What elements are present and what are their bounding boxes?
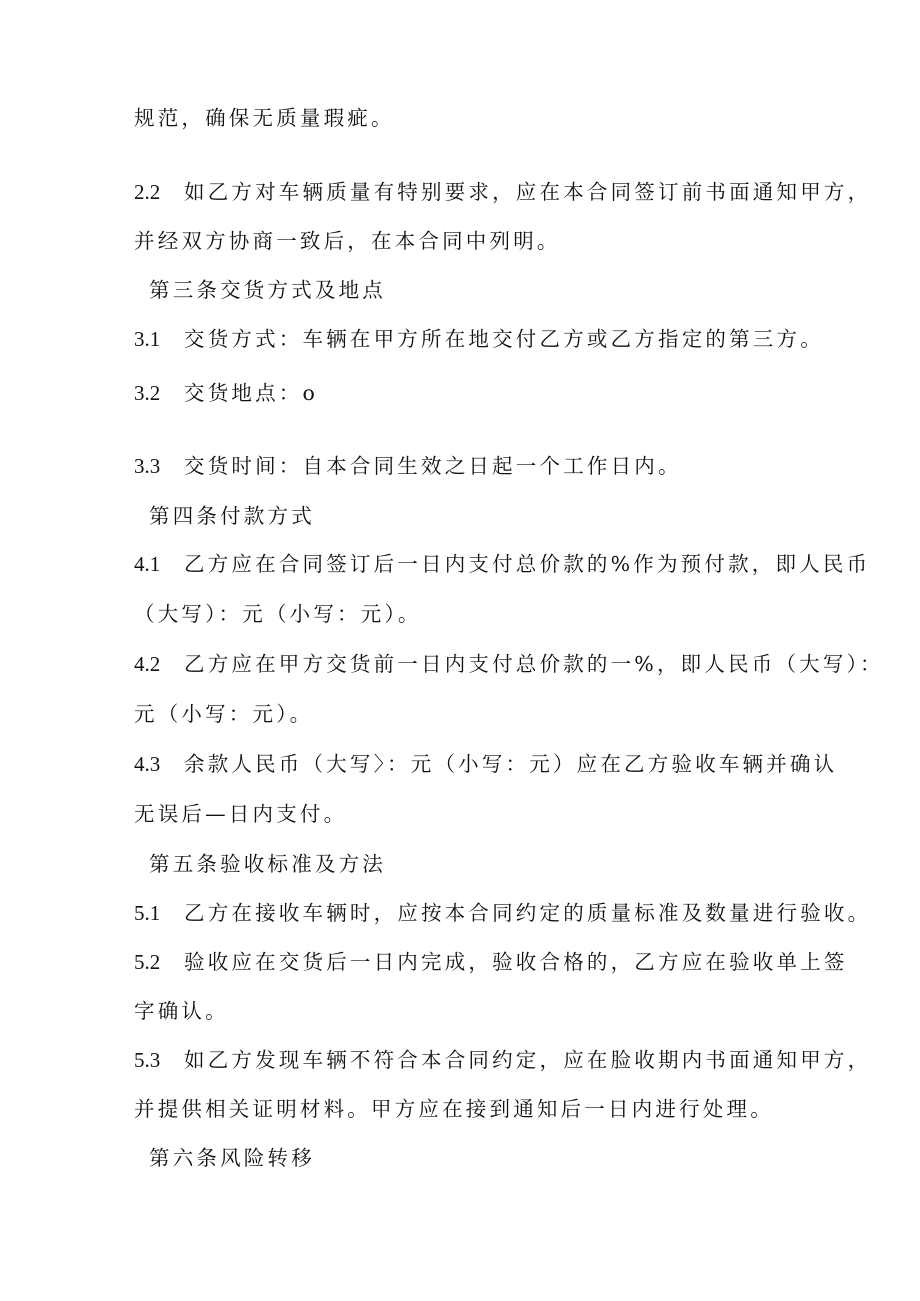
clause-number: 2.2 bbox=[134, 180, 161, 204]
clause-3-2: 3.2 交货地点：o bbox=[134, 381, 319, 405]
section-heading-5: 第五条验收标准及方法 bbox=[149, 852, 386, 876]
clause-4-3: 4.3 余款人民币（大写〉：元（小写：元）应在乙方验收车辆并确认 bbox=[134, 752, 838, 776]
clause-number: 3.1 bbox=[134, 327, 161, 351]
clause-number: 5.1 bbox=[134, 901, 161, 925]
paragraph-line: 规范，确保无质量瑕疵。 bbox=[134, 106, 395, 130]
clause-number: 4.1 bbox=[134, 552, 161, 576]
paragraph-line: 并提供相关证明材料。甲方应在接到通知后一日内进行处理。 bbox=[134, 1097, 774, 1121]
clause-3-1: 3.1 交货方式：车辆在甲方所在地交付乙方或乙方指定的第三方。 bbox=[134, 327, 824, 351]
section-heading-3: 第三条交货方式及地点 bbox=[149, 278, 386, 302]
clause-5-1: 5.1 乙方在接收车辆时，应按本合同约定的质量标准及数量进行验收。 bbox=[134, 901, 872, 925]
clause-number: 5.2 bbox=[134, 950, 161, 974]
clause-number: 5.3 bbox=[134, 1048, 161, 1072]
paragraph-line: 字确认。 bbox=[134, 999, 229, 1023]
paragraph-line: 无误后—日内支付。 bbox=[134, 802, 348, 826]
section-heading-6: 第六条风险转移 bbox=[149, 1146, 315, 1170]
clause-4-1: 4.1 乙方应在合同签订后一日内支付总价款的%作为预付款，即人民币 bbox=[134, 552, 871, 576]
clause-5-3: 5.3 如乙方发现车辆不符合本合同约定，应在脸收期内书面通知甲方， bbox=[134, 1048, 872, 1072]
clause-2-2: 2.2 如乙方对车辆质量有特别要求，应在本合同签订前书面通知甲方， bbox=[134, 180, 872, 204]
paragraph-line: （大写）：元（小写：元）。 bbox=[134, 602, 422, 626]
clause-number: 3.2 bbox=[134, 381, 161, 405]
section-heading-4: 第四条付款方式 bbox=[149, 504, 315, 528]
paragraph-line: 元（小写：元）。 bbox=[134, 702, 314, 726]
clause-number: 4.2 bbox=[134, 652, 161, 676]
clause-3-3: 3.3 交货时间：自本合同生效之日起一个工作日内。 bbox=[134, 454, 682, 478]
clause-4-2: 4.2 乙方应在甲方交货前一日内支付总价款的一%，即人民币（大写）： bbox=[134, 652, 884, 676]
paragraph-line: 并经双方协商一致后，在本合同中列明。 bbox=[134, 229, 561, 253]
clause-number: 3.3 bbox=[134, 454, 161, 478]
clause-number: 4.3 bbox=[134, 752, 161, 776]
clause-5-2: 5.2 验收应在交货后一日内完成，验收合格的，乙方应在验收单上签 bbox=[134, 950, 848, 974]
